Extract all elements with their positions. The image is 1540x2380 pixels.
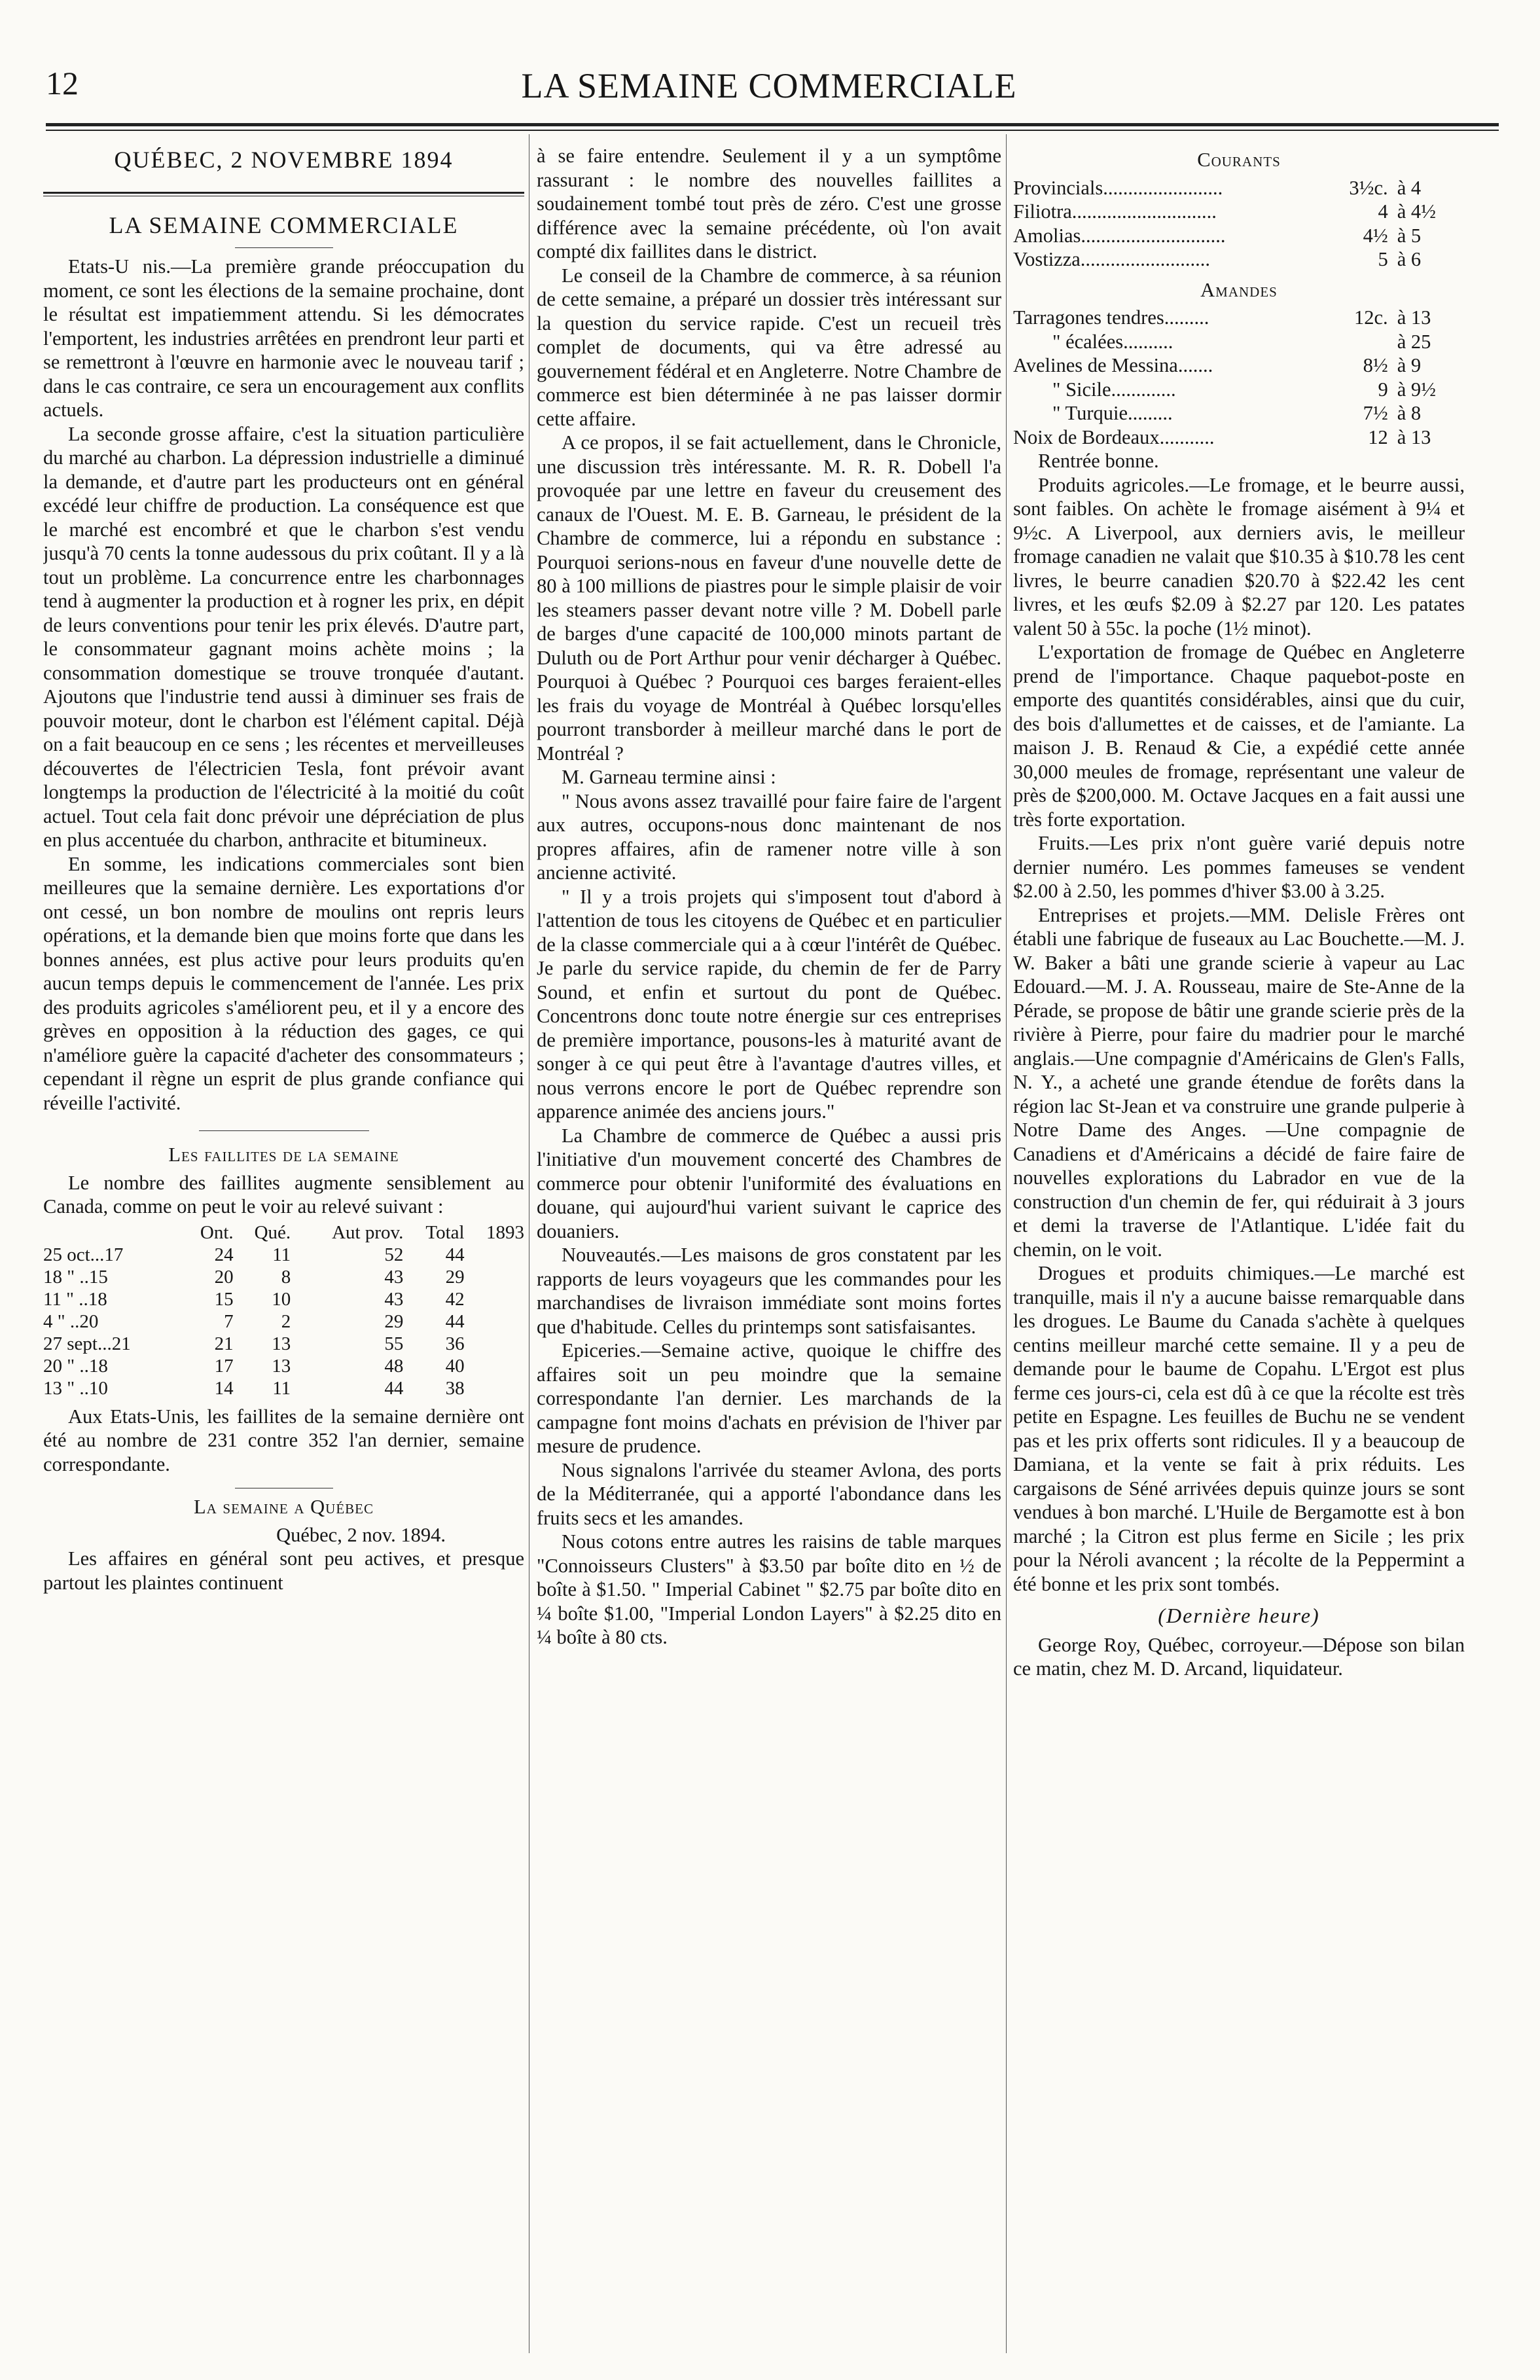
table-row bbox=[43, 1244, 524, 1266]
table-row bbox=[43, 1333, 524, 1355]
price-low bbox=[1338, 330, 1388, 354]
price-row bbox=[1013, 425, 1465, 450]
paragraph: Rentrée bonne. bbox=[1038, 450, 1159, 472]
column-1 bbox=[43, 144, 524, 2356]
table-cell: 27 sept...21 bbox=[43, 1333, 131, 1354]
dateline: QUÉBEC, 2 NOVEMBRE 1894 bbox=[114, 147, 454, 173]
table-header: 1893 bbox=[486, 1221, 524, 1243]
paragraph: La seconde grosse affaire, c'est la situation particulière du marché au charbon. La dépression industrielle a diminué la demande, et d'autre part les producteurs ont en général excédé leur chiffre de production. La conséquence est que le marché est encombré et que le charbon s'est vendu jusqu'à 70 cents la tonne audessous du prix coûtant. Il y a là tout un problème. La concurrence entre les charbonnages tend à augmenter la production et à rogner les prix, en dépit de leurs conventions pour tenir les prix élevés. D'autre part, le consommateur gagnant moins achète moins ; la consommation domestique se trouve tronquée d'autant. Ajoutons que l'industrie tend aussi à diminuer ses frais de pouvoir moteur, dont le charbon est l'élément capital. Déjà on a fait beaucoup en ce sens ; les récentes et merveilleuses découvertes de l'électricien Tesla, font prévoir avant longtemps la production de l'électricité à la moitié du coût actuel. Tout cela fait donc prévoir une dépréciation de plus en plus accentuée du charbon, anthracite et bitumineux. bbox=[43, 422, 524, 851]
table-cell: 2 bbox=[281, 1310, 291, 1332]
paragraph: M. Garneau termine ainsi : bbox=[562, 766, 776, 788]
table-header: Ont. bbox=[200, 1221, 234, 1243]
table-cell: 44 bbox=[445, 1244, 465, 1265]
table-header: Total bbox=[425, 1221, 465, 1243]
price-high: à 25 bbox=[1397, 330, 1431, 353]
paragraph: A ce propos, il se fait actuellement, dans le Chronicle, une discussion très intéressante. M. R. R. Dobell l'a provoquée par une lettre en faveur du creusement des canaux de l'Ouest. M. E. B. Garneau, le président de la Chambre de commerce, lui a répondu en substance : Pourquoi serions-nous en faveur d'une nouvelle dette de 80 à 100 millions de piastres pour le simple plaisir de voir les steamers passer devant notre ville ? M. Dobell parle de barges d'une capacité de 100,000 minots partant de Duluth ou de Port Arthur pour venir décharger à Québec. Pourquoi à Québec ? Pourquoi ces barges feraient-elles les frais du voyage de Montréal à Québec lorsqu'elles pourront transborder à meilleur marché dans le port de Montréal ? bbox=[537, 431, 1001, 765]
paragraph: Drogues et produits chimiques.—Le marché est tranquille, mais il n'y a aucune baisse remarquable dans les drogues. Le Baume du Canada s'achète à quelques centins meilleur marché cette semaine. Il y a peu de demande pour le baume de Copahu. L'Ergot est plus ferme ces jours-ci, cela est dû à ce que la récolte est très petite en Espagne. Les feuilles de Buchu ne se vendent pas et les prix offerts sont ridicules. Il y a beaucoup de Damiana, et la vente se fait à prix réduits. Les cargaisons de Séné arrivées depuis quinze jours se sont vendues à bon marché. L'Huile de Bergamotte est à bon marché ; la Citron est plus ferme en Sicile ; les prix pour la Néroli avancent ; la récolte de la Peppermint a été bonne et les prix sont tombés. bbox=[1013, 1262, 1465, 1595]
running-title: LA SEMAINE COMMERCIALE bbox=[521, 66, 1017, 105]
table-cell: 10 bbox=[272, 1288, 291, 1310]
column-2 bbox=[537, 144, 1001, 2356]
price-label: " Sicile............. bbox=[1052, 378, 1176, 401]
table-cell: 13 bbox=[272, 1355, 291, 1377]
paragraph: Aux Etats-Unis, les faillites de la semaine dernière ont été au nombre de 231 contre 352 l'an dernier, semaine correspondante. bbox=[43, 1405, 524, 1475]
price-low: 9 bbox=[1378, 378, 1388, 401]
quebec-dateline: Québec, 2 nov. 1894. bbox=[276, 1523, 446, 1546]
paragraph: Le nombre des faillites augmente sensiblement au Canada, comme on peut le voir au relevé suivant : bbox=[43, 1171, 524, 1217]
section-rule bbox=[199, 1130, 369, 1131]
quebec-heading: La semaine a Québec bbox=[193, 1496, 374, 1518]
table-cell: 20 bbox=[214, 1266, 234, 1288]
amandes-price-list bbox=[1013, 306, 1465, 449]
faillites-table bbox=[43, 1221, 524, 1399]
price-low: 12 bbox=[1368, 425, 1388, 448]
price-high: à 4½ bbox=[1397, 200, 1436, 223]
courants-price-list bbox=[1013, 176, 1465, 272]
table-cell: 21 bbox=[214, 1333, 234, 1354]
paragraph: Nouveautés.—Les maisons de gros constatent par les rapports de leurs voyageurs que les commandes pour les marchandises de livraison immédiate sont moins fortes que d'habitude. Celles du printemps sont satisfaisantes. bbox=[537, 1244, 1001, 1338]
price-label: Tarragones tendres......... bbox=[1013, 306, 1209, 329]
paragraph: Les affaires en général sont peu actives, et presque partout les plaintes continuent bbox=[43, 1547, 524, 1594]
table-cell: 42 bbox=[445, 1288, 465, 1310]
price-row bbox=[1013, 330, 1465, 354]
price-high: à 4 bbox=[1397, 176, 1422, 199]
price-row bbox=[1013, 200, 1465, 224]
table-header: Qué. bbox=[254, 1221, 291, 1243]
price-high: à 13 bbox=[1397, 425, 1431, 448]
table-cell: 14 bbox=[214, 1377, 234, 1399]
price-high: à 9½ bbox=[1397, 378, 1436, 401]
price-low: 8½ bbox=[1363, 354, 1388, 376]
table-cell: 43 bbox=[384, 1288, 404, 1310]
paragraph: à se faire entendre. Seulement il y a un symptôme rassurant : le nombre des nouvelles faillites a soudainement tombé tout près de zéro. C'est une grosse différence avec la semaine précédente, où l'on avait compté dix faillites dans le district. bbox=[537, 145, 1001, 262]
price-low: 4 bbox=[1378, 200, 1388, 223]
price-row bbox=[1013, 401, 1465, 425]
price-high: à 6 bbox=[1397, 248, 1422, 270]
paragraph: Entreprises et projets.—MM. Delisle Frères ont établi une fabrique de fuseaux au Lac Bouchette.—M. J. W. Baker a bâti une grande scierie à vapeur au Lac Edouard.—M. J. A. Rousseau, maire de Ste-Anne de la Pérade, se propose de bâtir une grande scierie près de la rivière à Pierre, pour faire du madrier pour le marché anglais.—Une compagnie d'Américains de Glen's Falls, N. Y., a acheté une grande étendue de forêts dans la région lac St-Jean et va construire une grande pulperie à Notre Dame des Anges. —Une compagnie de Canadiens et d'Américains a décidé de faire faire de nouvelles explorations du Labrador en vue de la construction d'un chemin de fer, qui réduirait à 3 jours et demi la traverse de l'Atlantique. L'idée fait du chemin, on le voit. bbox=[1013, 903, 1465, 1261]
price-label: " Turquie......... bbox=[1052, 402, 1173, 424]
price-label: Noix de Bordeaux........... bbox=[1013, 425, 1215, 448]
price-row bbox=[1013, 378, 1465, 402]
table-cell: 15 bbox=[214, 1288, 234, 1310]
table-cell: 44 bbox=[445, 1310, 465, 1332]
page-number: 12 bbox=[46, 65, 79, 101]
table-cell: 13 bbox=[272, 1333, 291, 1354]
paragraph: Nous signalons l'arrivée du steamer Avlona, des ports de la Méditerranée, qui a apporté l'abondance dans les fruits secs et les amandes. bbox=[537, 1458, 1001, 1529]
derniere-heure-heading bbox=[1013, 1604, 1465, 1628]
paragraph: Fruits.—Les prix n'ont guère varié depuis notre dernier numéro. Les pommes fameuses se vendent $2.00 à 2.50, les pommes d'hiver $3.00 à 3.25. bbox=[1013, 832, 1465, 902]
price-label: Amolias............................. bbox=[1013, 224, 1226, 247]
paragraph: George Roy, Québec, corroyeur.—Dépose son bilan ce matin, chez M. D. Arcand, liquidateur. bbox=[1013, 1633, 1465, 1680]
table-cell: 11 bbox=[272, 1244, 291, 1265]
table-header-row bbox=[43, 1221, 524, 1244]
amandes-heading: Amandes bbox=[1200, 278, 1278, 301]
paragraph: Epiceries.—Semaine active, quoique le chiffre des affaires soit un peu moindre que la semaine correspondante l'an dernier. Les marchands de la campagne font moins d'achats en prévision de l'hiver par mesure de prudence. bbox=[537, 1339, 1001, 1457]
price-low: 3½c. bbox=[1349, 176, 1388, 199]
table-cell: 20 " ..18 bbox=[43, 1355, 108, 1377]
header-rule bbox=[46, 123, 1499, 131]
price-low: 5 bbox=[1378, 248, 1388, 270]
table-cell: 36 bbox=[445, 1333, 465, 1354]
table-cell: 52 bbox=[384, 1244, 404, 1265]
table-row bbox=[43, 1310, 524, 1333]
page-header bbox=[39, 26, 1499, 118]
table-cell: 11 " ..18 bbox=[43, 1288, 107, 1310]
table-cell: 7 bbox=[224, 1310, 234, 1332]
table-cell: 29 bbox=[384, 1310, 404, 1332]
column-divider bbox=[1006, 134, 1007, 2353]
price-row bbox=[1013, 247, 1465, 272]
table-cell: 55 bbox=[384, 1333, 404, 1354]
paragraph: " Il y a trois projets qui s'imposent tout d'abord à l'attention de tous les citoyens de Québec et en particulier de la classe commerciale qui a à cœur l'intérêt de Québec. Je parle du service rapide, du chemin de fer de Parry Sound, et enfin et surtout du pont de Québec. Concentrons donc toute notre énergie sur ces entreprises de première importance, pousons-les à maturité avant de songer à ce qui peut être à l'avantage d'autres villes, et nous verrons encore le port de Québec reprendre son apparence animée des anciens jours." bbox=[537, 885, 1001, 1123]
price-high: à 9 bbox=[1397, 354, 1422, 376]
table-cell: 8 bbox=[281, 1266, 291, 1288]
price-high: à 8 bbox=[1397, 402, 1422, 424]
price-low: 4½ bbox=[1363, 224, 1388, 247]
price-row bbox=[1013, 176, 1465, 200]
table-row bbox=[43, 1355, 524, 1377]
table-row bbox=[43, 1377, 524, 1399]
table-cell: 29 bbox=[445, 1266, 465, 1288]
table-row bbox=[43, 1266, 524, 1288]
section-rule bbox=[43, 192, 524, 196]
table-cell: 4 " ..20 bbox=[43, 1310, 99, 1332]
paragraph: " Nous avons assez travaillé pour faire faire de l'argent aux autres, occupons-nous donc maintenant de nos propres affaires, afin de ramener notre ville à son ancienne activité. bbox=[537, 789, 1001, 884]
table-cell: 44 bbox=[384, 1377, 404, 1399]
section-title: LA SEMAINE COMMERCIALE bbox=[109, 211, 459, 238]
table-cell: 11 bbox=[272, 1377, 291, 1399]
paragraph: L'exportation de fromage de Québec en Angleterre prend de l'importance. Chaque paquebot-poste en emporte des quantités considérables, ainsi que du cuir, des bois d'allumettes et de caisses, et de l'amiante. La maison J. B. Renaud & Cie, a expédié cette année 30,000 meules de fromage, représentant une valeur de près de $200,000. M. Octave Jacques en a fait aussi une très forte exportation. bbox=[1013, 641, 1465, 831]
table-cell: 17 bbox=[214, 1355, 234, 1377]
derniere-heure-title: (Dernière heure) bbox=[1158, 1604, 1320, 1627]
price-row bbox=[1013, 353, 1465, 378]
price-row bbox=[1013, 224, 1465, 248]
price-high: à 13 bbox=[1397, 306, 1431, 329]
paragraph: Etats-U nis.—La première grande préoccupation du moment, ce sont les élections de la semaine prochaine, dont le résultat est impatiemment attendu. Si les démocrates l'emportent, les industries arrêtées en prendront leur parti et se remettront à l'œuvre en harmonie avec le nouveau tarif ; dans le cas contraire, ce sera un encouragement aux conflits actuels. bbox=[43, 255, 524, 421]
paragraph: Nous cotons entre autres les raisins de table marques "Connoisseurs Clusters" à $3.50 par boîte dito en ½ de boîte à $1.50. " Imperial Cabinet " $2.75 par boîte dito en ¼ boîte $1.00, "Imperial London Layers" à $2.25 dito en ¼ boîte à 80 cts. bbox=[537, 1530, 1001, 1648]
price-label: Provincials........................ bbox=[1013, 176, 1223, 199]
table-row bbox=[43, 1288, 524, 1310]
table-cell: 40 bbox=[445, 1355, 465, 1377]
column-3 bbox=[1013, 144, 1465, 2356]
price-label: " écalées.......... bbox=[1052, 330, 1173, 353]
price-row bbox=[1013, 306, 1465, 330]
faillites-heading: Les faillites de la semaine bbox=[168, 1144, 399, 1166]
price-low: 12c. bbox=[1354, 306, 1388, 329]
table-header: Aut prov. bbox=[332, 1221, 404, 1243]
table-cell: 48 bbox=[384, 1355, 404, 1377]
paragraph: La Chambre de commerce de Québec a aussi pris l'initiative d'un mouvement concerté des Chambres de commerce pour obtenir l'uniformité des évaluations en douane, qui aujourd'hui varient suivant le caprice des douaniers. bbox=[537, 1124, 1001, 1242]
table-cell: 13 " ..10 bbox=[43, 1377, 108, 1399]
table-cell: 25 oct...17 bbox=[43, 1244, 124, 1265]
table-cell: 38 bbox=[445, 1377, 465, 1399]
paragraph: Le conseil de la Chambre de commerce, à sa réunion de cette semaine, a préparé un dossier très intéressant sur la question du service rapide. C'est un recueil très complet de documents, qui va être adressé au gouvernement fédéral et en Angleterre. Notre Chambre de commerce est bien déterminée à ne pas laisser dormir cette affaire. bbox=[537, 264, 1001, 430]
paragraph: Produits agricoles.—Le fromage, et le beurre aussi, sont faibles. On achète le fromage aisément à 9¼ et 9½c. A Liverpool, aux derniers avis, le meilleur fromage canadien ne valait que $10.35 à $10.78 les cent livres, le beurre canadien $20.70 à $22.42 les cent livres, et les œufs $2.09 à $2.27 par 120. Les patates valent 50 à 55c. la poche (1½ minot). bbox=[1013, 473, 1465, 640]
table-cell: 24 bbox=[214, 1244, 234, 1265]
price-low: 7½ bbox=[1363, 402, 1388, 424]
price-label: Filiotra............................. bbox=[1013, 200, 1217, 223]
paragraph: En somme, les indications commerciales sont bien meilleures que la semaine dernière. Les exportations d'or ont cessé, un bon nombre de moulins ont repris leurs opérations, et la demande bien que moins forte que dans les bonnes années, est plus active pour leurs produits qu'en aucun temps depuis le commencement de l'année. Les prix des produits agricoles s'améliorent peu, et il y a encore des grèves en opposition à la réduction des gages, ce qui n'améliore guère la capacité d'acheter des consommateurs ; cependant il règne un esprit de plus grande confiance qui réveille l'activité. bbox=[43, 852, 524, 1114]
price-label: Vostizza.......................... bbox=[1013, 248, 1211, 270]
price-label: Avelines de Messina....... bbox=[1013, 354, 1213, 376]
short-rule bbox=[235, 247, 333, 248]
courants-heading: Courants bbox=[1197, 149, 1281, 171]
table-cell: 18 " ..15 bbox=[43, 1266, 108, 1288]
table-cell: 43 bbox=[384, 1266, 404, 1288]
price-high: à 5 bbox=[1397, 224, 1422, 247]
table-header bbox=[43, 1221, 181, 1244]
